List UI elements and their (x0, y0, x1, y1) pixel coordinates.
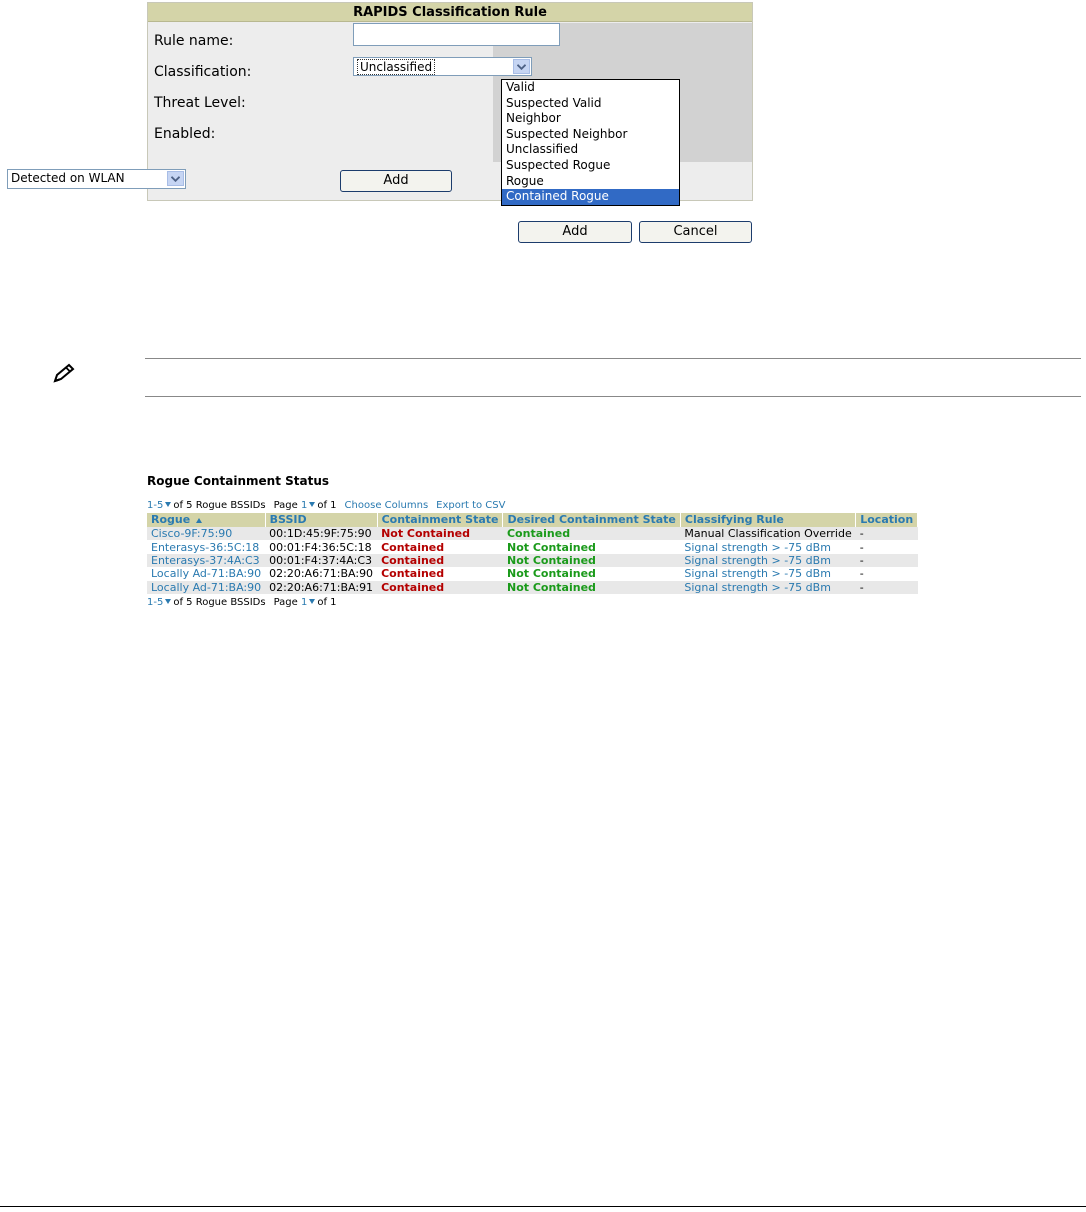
enabled-label: Enabled: (154, 126, 216, 142)
desired-state-cell: Not Contained (503, 567, 680, 580)
classification-label: Classification: (154, 64, 252, 80)
classification-dropdown-list (501, 79, 680, 206)
location-cell: - (856, 567, 918, 580)
column-header-bssid[interactable]: BSSID (265, 513, 377, 527)
chevron-down-icon[interactable] (165, 599, 171, 604)
chevron-down-icon[interactable] (309, 599, 315, 604)
sort-ascending-icon[interactable] (196, 518, 202, 523)
note-bottom-rule (145, 396, 1081, 397)
rule-name-label: Rule name: (154, 33, 234, 49)
rogue-link[interactable]: Enterasys-36:5C:18 (147, 540, 265, 553)
option-neighbor[interactable]: Neighbor (506, 111, 561, 126)
classifying-rule-link[interactable]: Signal strength > -75 dBm (680, 581, 855, 594)
table-row (147, 554, 918, 567)
chevron-down-icon[interactable] (513, 59, 530, 74)
page-footer-rule (0, 1206, 1086, 1207)
classification-select[interactable] (353, 57, 532, 76)
bssid-cell: 00:01:F4:37:4A:C3 (265, 554, 377, 567)
classifying-rule-link[interactable]: Signal strength > -75 dBm (680, 554, 855, 567)
pencil-note-icon (52, 363, 76, 383)
rogue-link[interactable]: Enterasys-37:4A:C3 (147, 554, 265, 567)
rule-name-input[interactable] (353, 23, 560, 46)
column-header-containment-state[interactable]: Containment State (377, 513, 503, 527)
column-header-classifying-rule[interactable]: Classifying Rule (680, 513, 855, 527)
desired-state-cell: Not Contained (503, 540, 680, 553)
location-cell: - (856, 527, 918, 540)
bssid-cell: 02:20:A6:71:BA:91 (265, 581, 377, 594)
page-total: of 1 (317, 500, 337, 511)
add-criteria-button[interactable]: Add (340, 170, 452, 192)
table-row (147, 540, 918, 553)
containment-state-cell: Contained (377, 581, 503, 594)
export-csv-link[interactable]: Export to CSV (436, 500, 506, 511)
pager-bottom (147, 597, 337, 609)
desired-state-cell: Not Contained (503, 581, 680, 594)
bssid-cell: 02:20:A6:71:BA:90 (265, 567, 377, 580)
rogue-link[interactable]: Locally Ad-71:BA:90 (147, 581, 265, 594)
pager-top (147, 500, 505, 512)
note-top-rule (145, 358, 1081, 359)
table-row (147, 527, 918, 540)
range-link[interactable]: 1-5 (147, 500, 164, 511)
desired-state-cell: Contained (503, 527, 680, 540)
criteria-select[interactable] (7, 169, 186, 189)
table-row (147, 567, 918, 580)
chevron-down-icon[interactable] (309, 502, 315, 507)
page-label: Page (273, 500, 298, 511)
option-suspected-rogue[interactable]: Suspected Rogue (506, 157, 611, 172)
option-suspected-valid[interactable]: Suspected Valid (506, 95, 602, 110)
threat-level-label: Threat Level: (154, 95, 246, 111)
location-cell: - (856, 581, 918, 594)
column-header-desired-containment-state[interactable]: Desired Containment State (503, 513, 680, 527)
rogue-link[interactable]: Cisco-9F:75:90 (147, 527, 265, 540)
bssid-cell: 00:01:F4:36:5C:18 (265, 540, 377, 553)
option-rogue[interactable]: Rogue (506, 173, 544, 188)
criteria-value: Detected on WLAN (11, 171, 125, 185)
containment-state-cell: Contained (377, 540, 503, 553)
bssid-cell: 00:1D:45:9F:75:90 (265, 527, 377, 540)
range-total: of 5 Rogue BSSIDs (173, 597, 266, 608)
choose-columns-link[interactable]: Choose Columns (344, 500, 429, 511)
option-valid[interactable]: Valid (506, 80, 535, 94)
chevron-down-icon[interactable] (167, 171, 184, 186)
option-suspected-neighbor[interactable]: Suspected Neighbor (506, 126, 628, 141)
containment-state-cell: Contained (377, 554, 503, 567)
chevron-down-icon[interactable] (165, 502, 171, 507)
cancel-button[interactable]: Cancel (639, 221, 752, 243)
classifying-rule-link[interactable]: Signal strength > -75 dBm (680, 540, 855, 553)
classifying-rule-link[interactable]: Signal strength > -75 dBm (680, 567, 855, 580)
classifying-rule-cell: Manual Classification Override (680, 527, 855, 540)
option-unclassified[interactable]: Unclassified (506, 142, 579, 157)
classification-value: Unclassified (357, 59, 435, 75)
desired-state-cell: Not Contained (503, 554, 680, 567)
page-link[interactable]: 1 (300, 500, 308, 511)
rogue-status-title: Rogue Containment Status (147, 474, 330, 488)
rogue-link[interactable]: Locally Ad-71:BA:90 (147, 567, 265, 580)
page-label: Page (273, 597, 298, 608)
rogue-containment-table (147, 513, 918, 594)
page-total: of 1 (317, 597, 337, 608)
add-button[interactable]: Add (518, 221, 632, 243)
containment-state-cell: Contained (377, 567, 503, 580)
column-header-location[interactable]: Location (856, 513, 918, 527)
table-row (147, 581, 918, 594)
range-link[interactable]: 1-5 (147, 597, 164, 608)
table-header-row (147, 513, 918, 527)
range-total: of 5 Rogue BSSIDs (173, 500, 266, 511)
column-header-rogue[interactable]: Rogue (147, 513, 265, 527)
option-contained-rogue[interactable]: Contained Rogue (502, 189, 679, 205)
form-title: RAPIDS Classification Rule (148, 3, 752, 22)
location-cell: - (856, 554, 918, 567)
location-cell: - (856, 540, 918, 553)
containment-state-cell: Not Contained (377, 527, 503, 540)
page-link[interactable]: 1 (300, 597, 308, 608)
